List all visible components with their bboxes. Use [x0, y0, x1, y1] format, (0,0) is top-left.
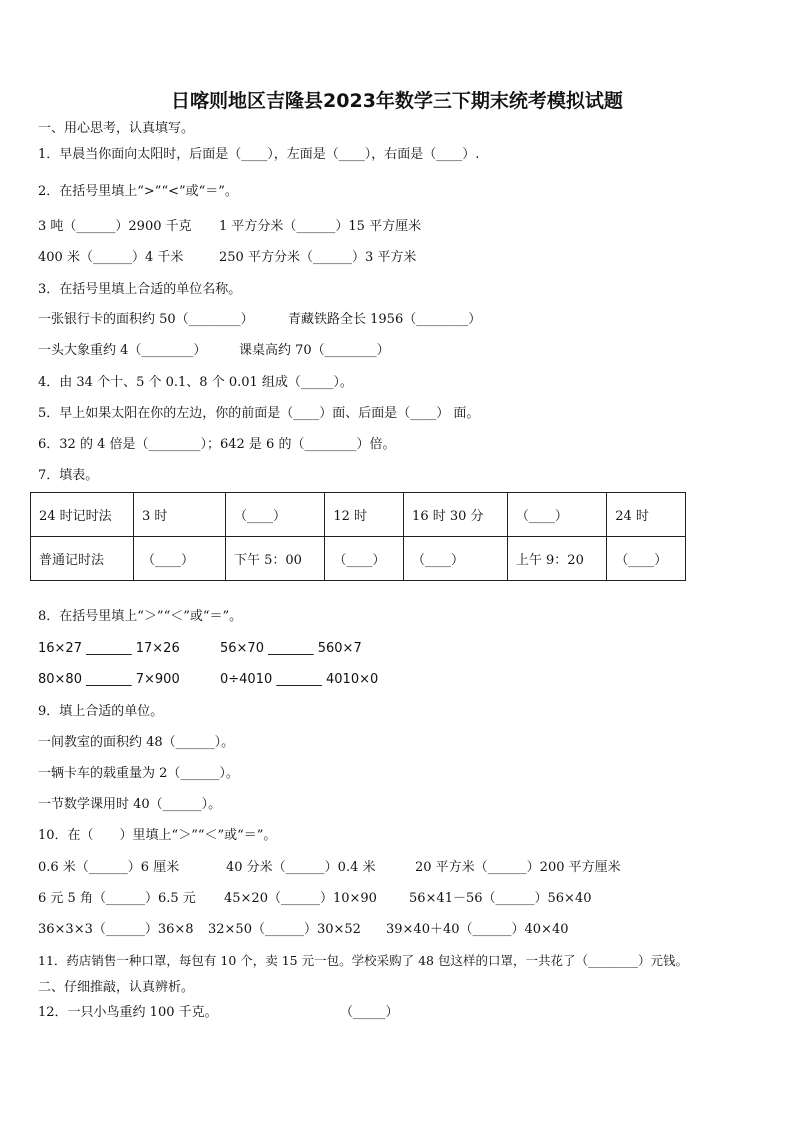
question-3-prompt: 3．在括号里填上合适的单位名称。 [38, 282, 242, 297]
question-2-item: 250 平方分米（______）3 平方米 [219, 250, 417, 265]
question-2-item: 400 米（______）4 千米 [38, 250, 184, 265]
question-10-item: 0.6 米（______）6 厘米 [38, 860, 180, 875]
table-row [31, 537, 686, 581]
time-conversion-table [30, 492, 686, 581]
question-12: 12．一只小鸟重约 100 千克。 [38, 1005, 218, 1020]
question-10-prompt: 10．在（ ）里填上“＞”“＜”或“＝”。 [38, 828, 277, 843]
section-heading-2: 二、仔细推敲，认真辨析。 [38, 980, 195, 995]
question-9-prompt: 9．填上合适的单位。 [38, 704, 164, 719]
table-cell[interactable]: （____） [226, 493, 325, 537]
question-10-item: 36×3×3（______）36×8 [38, 922, 194, 937]
question-8-item: 0÷4010 _______ 4010×0 [220, 672, 379, 687]
question-1: 1．早晨当你面向太阳时，后面是（____），左面是（____），右面是（____）. [38, 147, 480, 162]
question-8-item: 16×27 _______ 17×26 [38, 641, 180, 656]
question-8-item: 56×70 _______ 560×7 [220, 641, 362, 656]
question-8-item: 80×80 _______ 7×900 [38, 672, 180, 687]
table-cell[interactable]: （____） [134, 537, 226, 581]
table-cell: 下午 5：00 [226, 537, 325, 581]
table-cell: 16 时 30 分 [404, 493, 508, 537]
question-8-prompt: 8．在括号里填上“＞”“＜”或“＝”。 [38, 609, 243, 624]
question-9-item: 一辆卡车的载重量为 2（______）。 [38, 766, 239, 781]
question-10-item: 39×40＋40（______）40×40 [386, 922, 569, 937]
question-2-item: 3 吨（______）2900 千克 [38, 219, 192, 234]
table-cell: 3 时 [134, 493, 226, 537]
question-12-answer-blank[interactable]: （_____） [340, 1005, 399, 1020]
question-5: 5．早上如果太阳在你的左边，你的前面是（____）面、后面是（____） 面。 [38, 406, 480, 421]
question-10-item: 32×50（______）30×52 [208, 922, 361, 937]
question-3-item: 青藏铁路全长 1956（________） [288, 312, 482, 327]
question-3-item: 一张银行卡的面积约 50（________） [38, 312, 254, 327]
table-cell: 12 时 [325, 493, 404, 537]
table-cell: 上午 9：20 [507, 537, 606, 581]
table-cell: 24 时记时法 [31, 493, 134, 537]
table-cell: 24 时 [607, 493, 686, 537]
question-9-item: 一节数学课用时 40（______）。 [38, 797, 222, 812]
question-10-item: 40 分米（______）0.4 米 [226, 860, 376, 875]
table-cell[interactable]: （____） [507, 493, 606, 537]
question-11: 11．药店销售一种口罩，每包有 10 个，卖 15 元一包。学校采购了 48 包这样的口罩，一共花了（________）元钱。 [38, 953, 688, 968]
question-4: 4．由 34 个十、5 个 0.1、8 个 0.01 组成（_____）。 [38, 375, 353, 390]
table-row [31, 493, 686, 537]
question-10-item: 6 元 5 角（______）6.5 元 [38, 891, 196, 906]
question-10-item: 56×41－56（______）56×40 [409, 891, 592, 906]
section-heading-1: 一、用心思考，认真填写。 [38, 121, 195, 136]
question-2-prompt: 2．在括号里填上“>”“<”或“＝”。 [38, 184, 238, 199]
question-6: 6．32 的 4 倍是（________）；642 是 6 的（________）倍。 [38, 437, 396, 452]
question-2-item: 1 平方分米（______）15 平方厘米 [219, 219, 422, 234]
question-10-item: 45×20（______）10×90 [224, 891, 377, 906]
table-cell[interactable]: （____） [607, 537, 686, 581]
table-cell[interactable]: （____） [325, 537, 404, 581]
table-cell: 普通记时法 [31, 537, 134, 581]
question-3-item: 一头大象重约 4（________） [38, 343, 207, 358]
page-title: 日喀则地区吉隆县2023年数学三下期末统考模拟试题 [171, 90, 623, 112]
question-10-item: 20 平方米（______）200 平方厘米 [415, 860, 621, 875]
question-7-prompt: 7．填表。 [38, 468, 99, 483]
table-cell[interactable]: （____） [404, 537, 508, 581]
question-9-item: 一间教室的面积约 48（______）。 [38, 735, 235, 750]
question-3-item: 课桌高约 70（________） [239, 343, 390, 358]
